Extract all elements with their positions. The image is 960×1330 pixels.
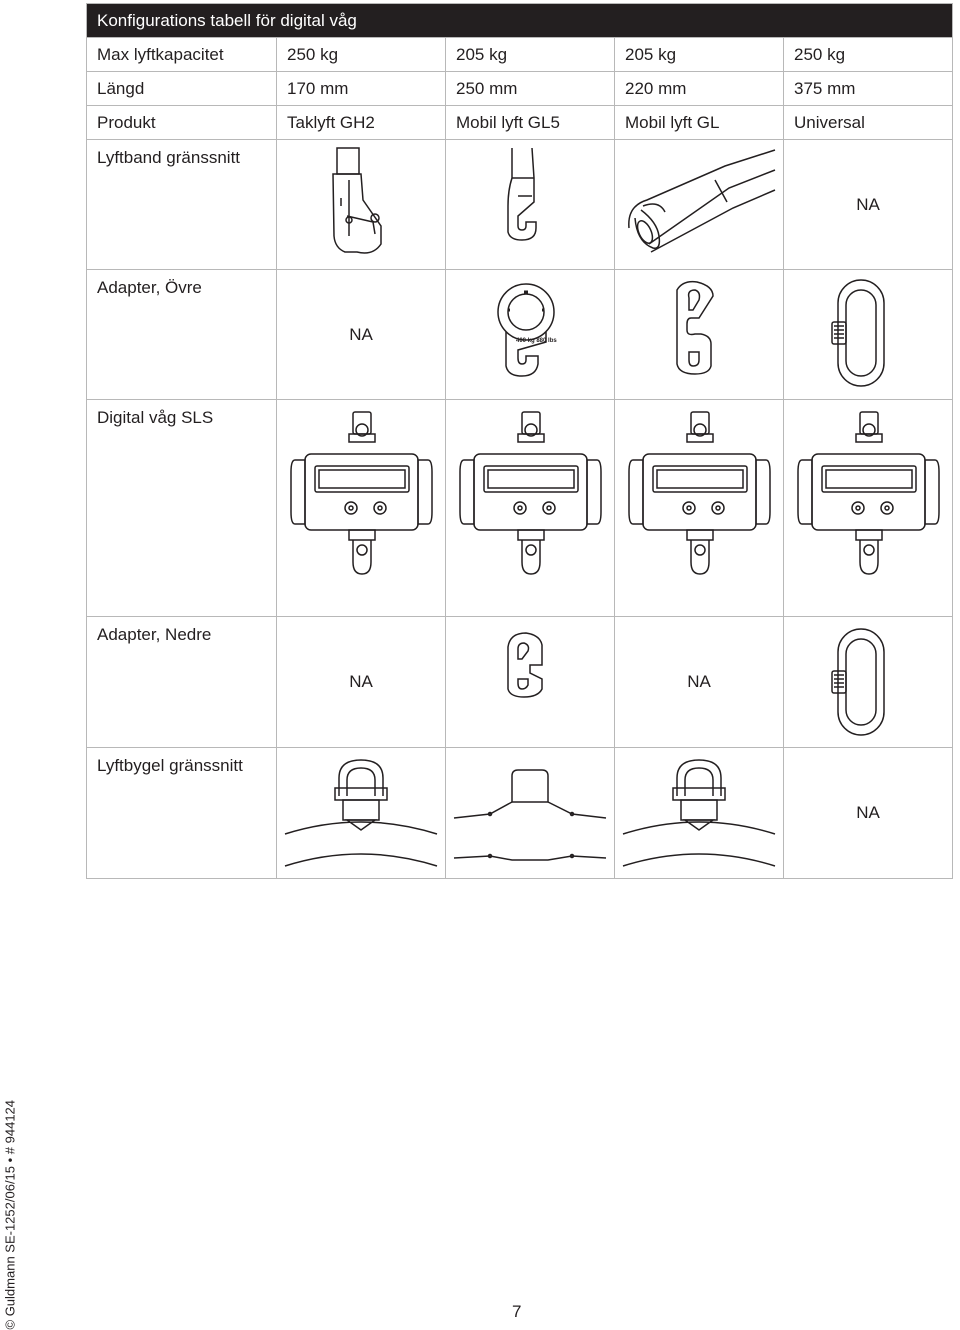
table-title: Konfigurations tabell för digital våg: [87, 4, 953, 38]
spec-value: Taklyft GH2: [277, 106, 446, 140]
cell-gl5-strap: [446, 140, 615, 270]
spec-value: 250 kg: [277, 38, 446, 72]
ring-hook-adapter-icon: [446, 270, 615, 400]
hook-capacity-marking: 400 kg 880 lbs: [516, 338, 557, 344]
row-label: Lyftband gränssnitt: [87, 140, 277, 270]
row-digital-vag: [87, 400, 953, 617]
digital-scale-icon: [277, 400, 446, 617]
row-label: Adapter, Övre: [87, 270, 277, 400]
cell-gl-upper-adapter: [615, 270, 784, 400]
cell-scale-gh2: [277, 400, 446, 617]
g-hook-adapter-icon: [615, 270, 784, 400]
spec-value: Mobil lyft GL: [615, 106, 784, 140]
row-adapter-ovre: [87, 270, 953, 400]
spec-value: Universal: [784, 106, 953, 140]
lower-hook-adapter-icon: [446, 617, 615, 748]
spreader-bar-loop-icon: [615, 748, 784, 879]
spec-row-capacity: [87, 38, 953, 72]
na-cell: NA: [784, 140, 953, 270]
spreader-bar-loop-icon: [277, 748, 446, 879]
title-row: [87, 4, 953, 38]
cell-universal-upper-adapter: [784, 270, 953, 400]
gh2-carabiner-hook-icon: [277, 140, 446, 270]
digital-scale-icon: [784, 400, 953, 617]
cell-gl5-bar: [446, 748, 615, 879]
na-cell: NA: [277, 270, 446, 400]
cell-scale-gl: [615, 400, 784, 617]
spec-value: 205 kg: [615, 38, 784, 72]
page-number: 7: [512, 1302, 522, 1321]
gl-arm-hook-icon: [615, 140, 784, 270]
cell-gl5-upper-adapter: [446, 270, 615, 400]
carabiner-icon: [784, 270, 953, 400]
cell-gh2-strap: [277, 140, 446, 270]
digital-scale-icon: [615, 400, 784, 617]
spec-value: 205 kg: [446, 38, 615, 72]
spec-label: Max lyftkapacitet: [87, 38, 277, 72]
cell-gl-bar: [615, 748, 784, 879]
row-label: Digital våg SLS: [87, 400, 277, 617]
na-cell: NA: [615, 617, 784, 748]
spec-label: Produkt: [87, 106, 277, 140]
row-label: Adapter, Nedre: [87, 617, 277, 748]
row-lyftbygel: [87, 748, 953, 879]
row-adapter-nedre: [87, 617, 953, 748]
copyright-notice: © Guldmann SE-1252/06/15 • # 944124: [2, 1099, 18, 1330]
configuration-table: [86, 3, 953, 879]
spec-value: 220 mm: [615, 72, 784, 106]
cell-scale-gl5: [446, 400, 615, 617]
spec-value: 250 kg: [784, 38, 953, 72]
spec-value: 250 mm: [446, 72, 615, 106]
cell-gl-strap: [615, 140, 784, 270]
spec-value: 170 mm: [277, 72, 446, 106]
na-cell: NA: [277, 617, 446, 748]
carabiner-icon: [784, 617, 953, 748]
na-cell: NA: [784, 748, 953, 879]
digital-scale-icon: [446, 400, 615, 617]
cell-gh2-bar: [277, 748, 446, 879]
spec-row-length: [87, 72, 953, 106]
cell-universal-lower-adapter: [784, 617, 953, 748]
spreader-bar-mount-icon: [446, 748, 615, 879]
cell-gl5-lower-adapter: [446, 617, 615, 748]
spec-row-product: [87, 106, 953, 140]
spec-value: 375 mm: [784, 72, 953, 106]
spec-value: Mobil lyft GL5: [446, 106, 615, 140]
gl5-hook-icon: [446, 140, 615, 270]
row-lyftband: [87, 140, 953, 270]
row-label: Lyftbygel gränssnitt: [87, 748, 277, 879]
cell-scale-universal: [784, 400, 953, 617]
spec-label: Längd: [87, 72, 277, 106]
